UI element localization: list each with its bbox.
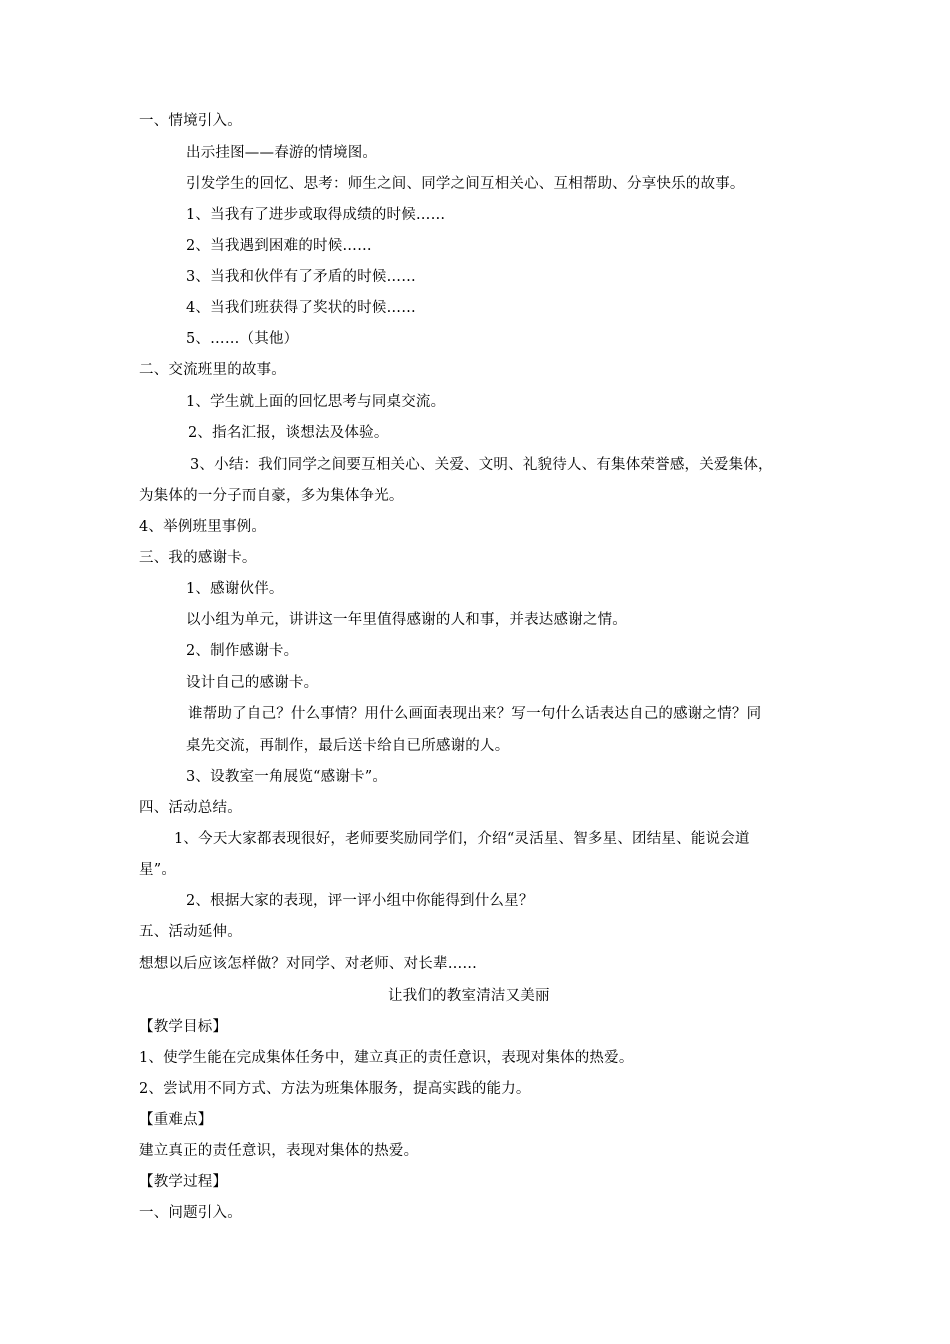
section-heading-1: 一、情境引入。 — [139, 113, 242, 129]
paragraph: 出示挂图——春游的情境图。 — [186, 145, 378, 161]
list-item: 3、小结：我们同学之间要互相关心、关爱、文明、礼貌待人、有集体荣誉感，关爱集体， — [190, 457, 773, 473]
paragraph: 以小组为单元，讲讲这一年里值得感谢的人和事，并表达感谢之情。 — [186, 612, 627, 628]
paragraph-continuation: 桌先交流，再制作，最后送卡给自已所感谢的人。 — [186, 738, 510, 754]
subsection-heading: 【教学目标】 — [139, 1019, 228, 1035]
section-heading-3: 三、我的感谢卡。 — [139, 550, 257, 566]
section-heading-2: 二、交流班里的故事。 — [139, 362, 286, 378]
list-item: 2、根据大家的表现，评一评小组中你能得到什么星？ — [186, 893, 534, 909]
section-heading-4: 四、活动总结。 — [139, 800, 242, 816]
paragraph: 建立真正的责任意识，表现对集体的热爱。 — [139, 1143, 419, 1159]
list-item: 2、制作感谢卡。 — [186, 643, 299, 659]
paragraph: 想想以后应该怎样做？对同学、对老师、对长辈…… — [139, 956, 478, 972]
list-item: 5、……（其他） — [186, 331, 299, 347]
section-heading-5: 五、活动延伸。 — [139, 924, 242, 940]
list-item: 2、指名汇报，谈想法及体验。 — [188, 425, 389, 441]
list-item: 2、当我遇到困难的时候…… — [186, 238, 372, 254]
paragraph-continuation: 星”。 — [139, 862, 177, 878]
list-item: 1、学生就上面的回忆思考与同桌交流。 — [186, 394, 446, 410]
lesson-title: 让我们的教室清洁又美丽 — [388, 988, 550, 1004]
paragraph: 设计自己的感谢卡。 — [186, 675, 319, 691]
list-item: 2、尝试用不同方式、方法为班集体服务，提高实践的能力。 — [139, 1081, 531, 1097]
list-item: 4、举例班里事例。 — [139, 519, 267, 535]
list-item: 3、当我和伙伴有了矛盾的时候…… — [186, 269, 416, 285]
list-item: 4、当我们班获得了奖状的时候…… — [186, 300, 416, 316]
list-item: 3、设教室一角展览“感谢卡”。 — [186, 769, 388, 785]
paragraph: 引发学生的回忆、思考：师生之间、同学之间互相关心、互相帮助、分享快乐的故事。 — [186, 176, 745, 192]
list-item: 1、当我有了进步或取得成绩的时候…… — [186, 207, 446, 223]
list-item: 1、今天大家都表现很好，老师要奖励同学们，介绍“灵活星、智多星、团结星、能说会道 — [174, 831, 750, 847]
paragraph: 谁帮助了自己？什么事情？用什么画面表现出来？写一句什么话表达自己的感谢之情？同 — [188, 706, 762, 722]
list-item: 1、感谢伙伴。 — [186, 581, 284, 597]
subsection-heading: 【教学过程】 — [139, 1174, 228, 1190]
section-heading-1: 一、问题引入。 — [139, 1205, 242, 1221]
paragraph-continuation: 为集体的一分子而自豪，多为集体争光。 — [139, 488, 404, 504]
subsection-heading: 【重难点】 — [139, 1112, 213, 1128]
list-item: 1、使学生能在完成集体任务中，建立真正的责任意识，表现对集体的热爱。 — [139, 1050, 634, 1066]
